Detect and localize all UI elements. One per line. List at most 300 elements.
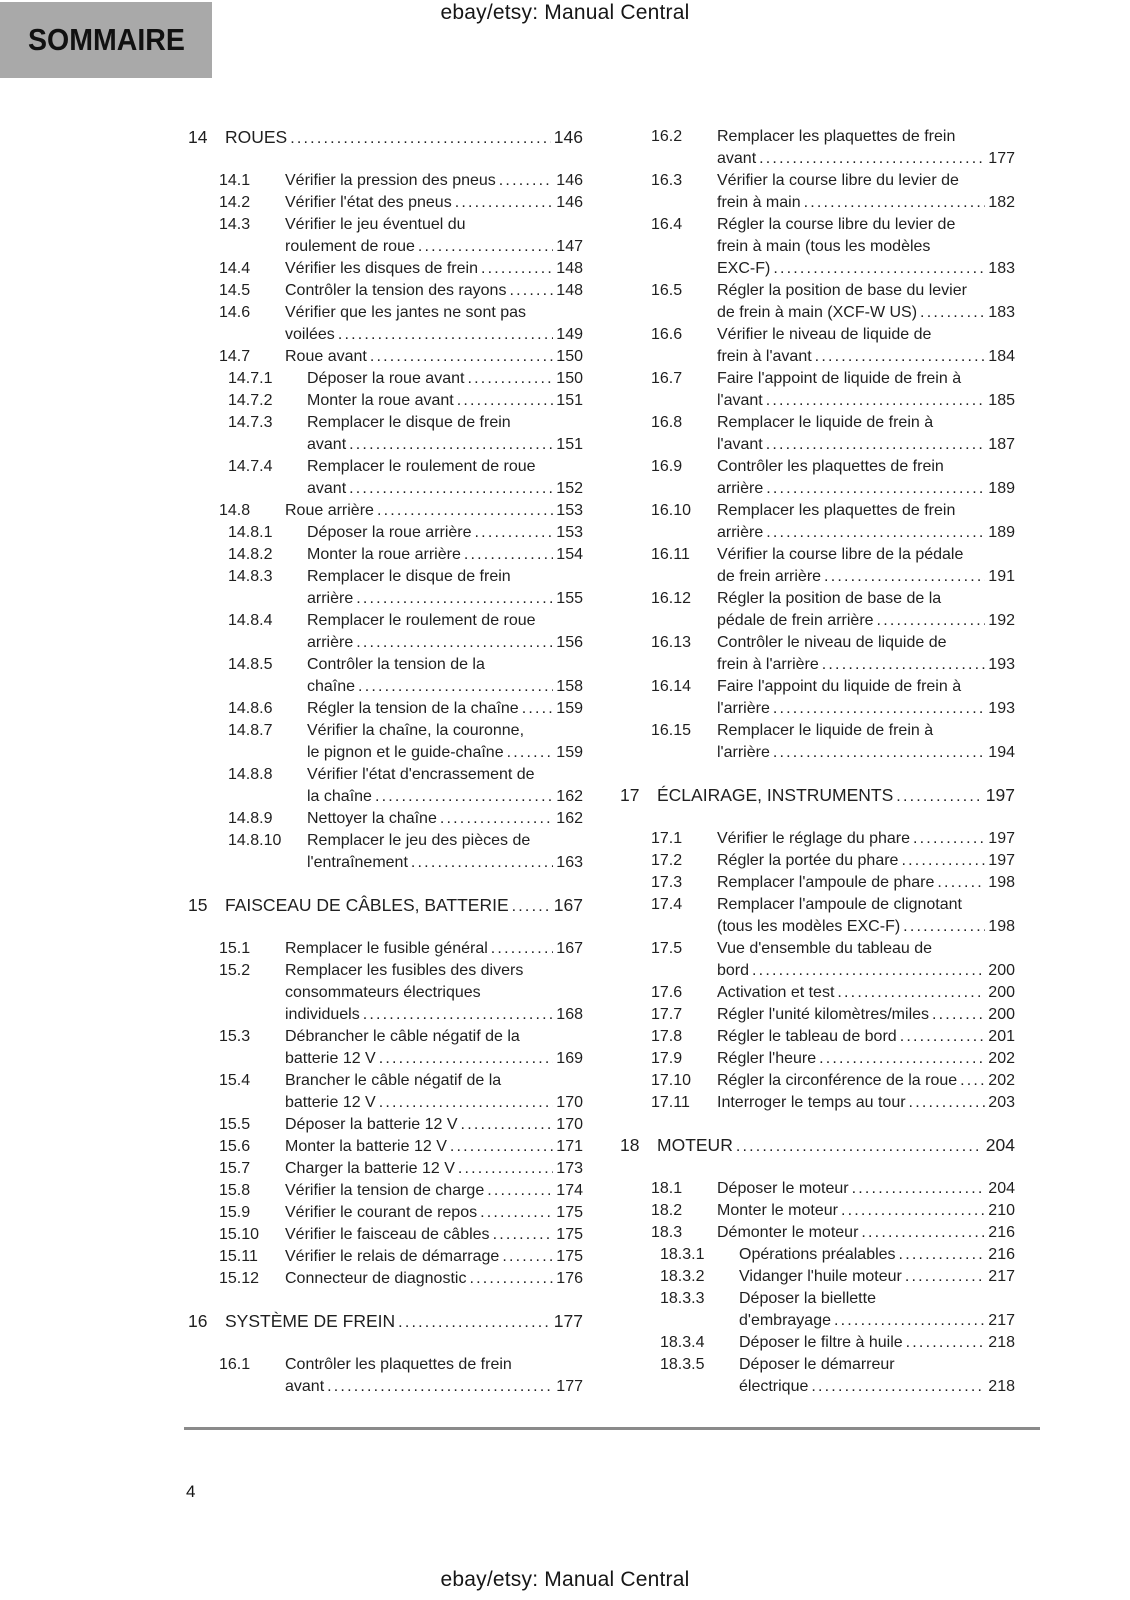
toc-entry-line <box>717 346 1015 368</box>
toc-page-number: 189 <box>988 480 1015 497</box>
toc-entry-number: 15 <box>188 895 208 915</box>
toc-entry-title-text: Faire l'appoint de liquide de frein à <box>717 370 962 387</box>
toc-leader-dots <box>752 960 985 982</box>
toc-leader-dots <box>461 1114 554 1136</box>
toc-entry <box>617 938 1015 982</box>
toc-page-number: 183 <box>988 304 1015 321</box>
toc-entry-number: 17.2 <box>651 852 683 869</box>
toc-entry-line <box>717 1070 1015 1092</box>
toc-entry-line <box>717 828 1015 850</box>
toc-entry-line <box>739 1244 1015 1266</box>
toc-entry-line <box>717 170 1015 192</box>
toc-entry-number: 17.3 <box>651 874 683 891</box>
toc-page-number: 184 <box>988 348 1015 365</box>
toc-entry-number: 15.10 <box>219 1226 260 1243</box>
toc-entry-title-text: avant <box>717 150 757 167</box>
toc-entry-title-text: voilées <box>285 326 335 343</box>
toc-entry-number: 15.5 <box>219 1116 251 1133</box>
toc-entry <box>185 258 583 280</box>
toc-entry <box>185 390 583 412</box>
toc-entry <box>185 1114 583 1136</box>
toc-page-number: 148 <box>556 260 583 277</box>
toc-entry <box>185 302 583 346</box>
toc-leader-dots <box>896 784 983 808</box>
toc-entry-number: 18.3.5 <box>660 1356 705 1373</box>
toc-entry-line <box>307 720 583 742</box>
toc-leader-dots <box>493 1224 554 1246</box>
toc-entry <box>185 654 583 698</box>
toc-entry <box>185 566 583 610</box>
toc-entry-number: 17.8 <box>651 1028 683 1045</box>
toc-entry-line <box>739 1310 1015 1332</box>
toc-leader-dots <box>467 368 553 390</box>
toc-entry <box>185 960 583 1026</box>
toc-entry-number: 16.4 <box>651 216 683 233</box>
toc-entry-line <box>307 566 583 588</box>
toc-entry-title-text: Activation et test <box>717 984 835 1001</box>
toc-page-number: 158 <box>556 678 583 695</box>
toc-leader-dots <box>499 170 554 192</box>
toc-entry-line <box>285 1070 583 1092</box>
toc-entry-title-text: SYSTÈME DE FREIN <box>225 1311 396 1331</box>
toc-entry-line <box>717 894 1015 916</box>
toc-entry-title-text: l'entraînement <box>307 854 408 871</box>
toc-entry-number: 14.8.4 <box>228 612 273 629</box>
toc-entry-title-text: arrière <box>307 634 354 651</box>
toc-entry-line <box>717 280 1015 302</box>
toc-entry-title-text: Monter le moteur <box>717 1202 838 1219</box>
toc-entry-title-text: l'avant <box>717 392 763 409</box>
toc-page-number: 216 <box>988 1224 1015 1241</box>
toc-entry <box>185 1354 583 1398</box>
toc-entry-line <box>307 698 583 720</box>
toc-entry-number: 14.8.5 <box>228 656 273 673</box>
toc-leader-dots <box>290 126 551 150</box>
toc-entry-line <box>739 1266 1015 1288</box>
toc-leader-dots <box>457 390 554 412</box>
toc-leader-dots <box>736 1134 983 1158</box>
toc-entry-number: 16.9 <box>651 458 683 475</box>
toc-entry-line <box>285 258 583 280</box>
toc-entry-line <box>717 566 1015 588</box>
toc-entry-number: 14.1 <box>219 172 251 189</box>
toc-entry-title-text: Contrôler le niveau de liquide de <box>717 634 947 651</box>
toc-entry-line <box>285 1158 583 1180</box>
toc-leader-dots <box>522 698 554 720</box>
toc-entry-line <box>717 368 1015 390</box>
toc-entry-number: 16.5 <box>651 282 683 299</box>
toc-page-number: 203 <box>988 1094 1015 1111</box>
toc-entry-title-text: Régler la portée du phare <box>717 852 899 869</box>
toc-entry <box>617 850 1015 872</box>
toc-entry-title-text: Vérifier le jeu éventuel du <box>285 216 466 233</box>
toc-entry-number: 14.8.8 <box>228 766 273 783</box>
toc-entry-line <box>739 1354 1015 1376</box>
toc-entry-line <box>307 390 583 412</box>
toc-entry <box>185 170 583 192</box>
toc-page-number: 170 <box>556 1094 583 1111</box>
toc-leader-dots <box>411 852 553 874</box>
toc-entry-line <box>717 478 1015 500</box>
toc-entry-line <box>739 1332 1015 1354</box>
toc-entry-number: 14.7.3 <box>228 414 273 431</box>
toc-entry-title-text: Vérifier la pression des pneus <box>285 172 496 189</box>
toc-entry-line <box>285 1224 583 1246</box>
toc-entry-title-text: électrique <box>739 1378 809 1395</box>
toc-leader-dots <box>960 1070 985 1092</box>
toc-leader-dots <box>356 632 553 654</box>
toc-entry-line <box>717 916 1015 938</box>
toc-entry-number: 17.1 <box>651 830 683 847</box>
toc-leader-dots <box>824 566 985 588</box>
toc-entry-number: 14.4 <box>219 260 251 277</box>
toc-entry-number: 18.3.2 <box>660 1268 705 1285</box>
toc-page-number: 173 <box>556 1160 583 1177</box>
toc-leader-dots <box>932 1004 985 1026</box>
toc-entry-title-text: avant <box>307 436 347 453</box>
toc-page-number: 217 <box>988 1312 1015 1329</box>
toc-entry-title-text: Vérifier le courant de repos <box>285 1204 478 1221</box>
toc-entry-line <box>285 1268 583 1290</box>
toc-entry-number: 14.8.6 <box>228 700 273 717</box>
toc-entry-number: 17.6 <box>651 984 683 1001</box>
toc-entry <box>185 830 583 874</box>
toc-page-number: 151 <box>556 392 583 409</box>
toc-entry-line <box>657 1134 1015 1158</box>
toc-entry <box>185 544 583 566</box>
toc-entry-title-text: Remplacer les fusibles des divers <box>285 962 524 979</box>
toc-entry <box>185 938 583 960</box>
toc-entry-title-text: Vidanger l'huile moteur <box>739 1268 902 1285</box>
toc-entry-number: 16.14 <box>651 678 692 695</box>
toc-entry-number: 16.7 <box>651 370 683 387</box>
toc-page-number: 168 <box>556 1006 583 1023</box>
toc-entry-line <box>717 324 1015 346</box>
toc-entry-line <box>307 786 583 808</box>
toc-leader-dots <box>852 1178 986 1200</box>
toc-leader-dots <box>458 1158 553 1180</box>
toc-entry <box>185 1224 583 1246</box>
toc-entry-number: 16.11 <box>651 546 690 563</box>
toc-entry-line <box>717 1004 1015 1026</box>
toc-entry-title-text: Remplacer le roulement de roue <box>307 458 536 475</box>
toc-page-number: 197 <box>988 852 1015 869</box>
toc-entry <box>185 1180 583 1202</box>
toc-entry-line <box>717 610 1015 632</box>
toc-entry-number: 15.4 <box>219 1072 251 1089</box>
toc-page-number: 175 <box>556 1204 583 1221</box>
toc-entry-number: 14.6 <box>219 304 251 321</box>
toc-entry-number: 14.7 <box>219 348 251 365</box>
toc-entry-line <box>717 654 1015 676</box>
toc-entry <box>617 1222 1015 1244</box>
toc-entry-title-text: consommateurs électriques <box>285 984 481 1001</box>
toc-entry-number: 14.8.1 <box>228 524 273 541</box>
toc-entry-title-text: Nettoyer la chaîne <box>307 810 437 827</box>
toc-page-number: 175 <box>556 1226 583 1243</box>
toc-entry-title-text: Remplacer le liquide de frein à <box>717 414 934 431</box>
toc-page-number: 170 <box>556 1116 583 1133</box>
toc-entry-title-text: d'embrayage <box>739 1312 831 1329</box>
toc-leader-dots <box>418 236 553 258</box>
toc-entry-line <box>307 610 583 632</box>
toc-entry <box>185 1026 583 1070</box>
toc-leader-dots <box>913 828 985 850</box>
toc-entry-title-text: frein à l'arrière <box>717 656 819 673</box>
toc-leader-dots <box>512 894 551 918</box>
toc-leader-dots <box>773 698 985 720</box>
toc-page-number: 204 <box>985 1135 1015 1155</box>
toc-entry-number: 14.8.9 <box>228 810 273 827</box>
toc-entry-line <box>285 500 583 522</box>
toc-entry-title-text: Régler le tableau de bord <box>717 1028 897 1045</box>
toc-entry-line <box>717 588 1015 610</box>
toc-entry-line <box>717 214 1015 236</box>
toc-leader-dots <box>491 938 554 960</box>
toc-page-number: 200 <box>988 984 1015 1001</box>
toc-entry-number: 14.5 <box>219 282 251 299</box>
toc-entry-line <box>717 148 1015 170</box>
toc-entry-title-text: Régler la position de base de la <box>717 590 942 607</box>
toc-page-number: 218 <box>988 1378 1015 1395</box>
toc-page-number: 149 <box>556 326 583 343</box>
toc-entry-title-text: Déposer le démarreur <box>739 1356 895 1373</box>
toc-entry-title-text: Vérifier la course libre de la pédale <box>717 546 964 563</box>
toc-entry-title-text: arrière <box>717 524 764 541</box>
toc-entry-line <box>285 236 583 258</box>
toc-entry-title-text: Vérifier le réglage du phare <box>717 830 911 847</box>
toc-entry-number: 16.2 <box>651 128 683 145</box>
toc-leader-dots <box>906 1332 986 1354</box>
toc-page-number: 183 <box>988 260 1015 277</box>
toc-entry-line <box>717 1048 1015 1070</box>
toc-page-number: 169 <box>556 1050 583 1067</box>
toc-entry-number: 14.8.2 <box>228 546 273 563</box>
toc-entry-line <box>307 522 583 544</box>
toc-entry-line <box>717 982 1015 1004</box>
toc-page-number: 154 <box>556 546 583 563</box>
toc-entry-line <box>717 850 1015 872</box>
toc-entry-number: 18.3.4 <box>660 1334 705 1351</box>
toc-entry-title-text: (tous les modèles EXC-F) <box>717 918 901 935</box>
toc-page-number: 187 <box>988 436 1015 453</box>
toc-entry <box>617 1092 1015 1114</box>
toc-column-right <box>617 126 1015 1398</box>
sommaire-heading-label: SOMMAIRE <box>28 22 185 57</box>
toc-entry-title-text: pédale de frein arrière <box>717 612 874 629</box>
toc-entry-line <box>225 894 583 918</box>
toc-entry-title-text: arrière <box>307 590 354 607</box>
toc-page-number: 175 <box>556 1248 583 1265</box>
toc-entry-line <box>717 500 1015 522</box>
toc-page-number: 191 <box>988 568 1015 585</box>
toc-page-number: 153 <box>556 502 583 519</box>
toc-entry-title-text: individuels <box>285 1006 360 1023</box>
toc-leader-dots <box>811 1376 985 1398</box>
toc-entry-line <box>225 1310 583 1334</box>
toc-entry <box>617 588 1015 632</box>
toc-leader-dots <box>370 346 553 368</box>
toc-entry <box>185 1158 583 1180</box>
toc-entry-line <box>717 1026 1015 1048</box>
toc-entry-title-text: Remplacer les plaquettes de frein <box>717 502 956 519</box>
toc-leader-dots <box>834 1310 985 1332</box>
toc-page-number: 204 <box>988 1180 1015 1197</box>
toc-entry-title-text: Opérations préalables <box>739 1246 896 1263</box>
toc-leader-dots <box>480 1202 553 1224</box>
toc-column-left <box>185 126 583 1398</box>
toc-entry-title-text: roulement de roue <box>285 238 415 255</box>
toc-leader-dots <box>349 478 553 500</box>
toc-entry-line <box>285 938 583 960</box>
toc-entry <box>185 214 583 258</box>
toc-leader-dots <box>804 192 986 214</box>
toc-page-number: 200 <box>988 962 1015 979</box>
toc-page-number: 218 <box>988 1334 1015 1351</box>
toc-leader-dots <box>905 1266 985 1288</box>
toc-entry-title-text: Déposer la biellette <box>739 1290 876 1307</box>
toc-entry-line <box>717 1092 1015 1114</box>
toc-leader-dots <box>909 1092 986 1114</box>
toc-entry-title-text: Régler la course libre du levier de <box>717 216 956 233</box>
toc-entry-title-text: Contrôler les plaquettes de frein <box>285 1356 512 1373</box>
toc-entry <box>185 456 583 500</box>
toc-entry-line <box>307 852 583 874</box>
toc-entry <box>185 1310 583 1334</box>
toc-entry-title-text: MOTEUR <box>657 1135 733 1155</box>
toc-entry <box>617 214 1015 280</box>
toc-entry-number: 16.13 <box>651 634 692 651</box>
toc-entry-number: 16.6 <box>651 326 683 343</box>
toc-entry-title-text: Roue avant <box>285 348 367 365</box>
toc-page-number: 152 <box>556 480 583 497</box>
toc-entry-line <box>285 214 583 236</box>
toc-entry-number: 14 <box>188 127 208 147</box>
toc-entry <box>185 720 583 764</box>
toc-entry-line <box>307 808 583 830</box>
toc-entry <box>617 676 1015 720</box>
toc-leader-dots <box>464 544 553 566</box>
footer-rule <box>184 1427 1040 1430</box>
toc-entry-number: 14.3 <box>219 216 251 233</box>
toc-entry <box>617 1332 1015 1354</box>
toc-leader-dots <box>507 742 554 764</box>
toc-entry <box>617 894 1015 938</box>
toc-entry-line <box>717 522 1015 544</box>
toc-entry-number: 15.11 <box>219 1248 258 1265</box>
toc-leader-dots <box>759 148 985 170</box>
toc-entry <box>185 412 583 456</box>
toc-entry-number: 14.8 <box>219 502 251 519</box>
toc-page-number: 162 <box>556 810 583 827</box>
toc-entry-title-text: Contrôler la tension des rayons <box>285 282 507 299</box>
toc-entry-title-text: Démonter le moteur <box>717 1224 859 1241</box>
toc-entry-line <box>717 742 1015 764</box>
toc-entry-number: 14.8.10 <box>228 832 282 849</box>
toc-entry <box>617 368 1015 412</box>
toc-entry-line <box>717 302 1015 324</box>
toc-entry-number: 17.10 <box>651 1072 692 1089</box>
toc-entry-line <box>285 280 583 302</box>
toc-entry-line <box>717 1178 1015 1200</box>
toc-entry-line <box>307 742 583 764</box>
toc-entry-line <box>307 434 583 456</box>
toc-entry-line <box>739 1376 1015 1398</box>
toc-page-number: 176 <box>556 1270 583 1287</box>
toc-entry-line <box>717 544 1015 566</box>
page-number: 4 <box>186 1482 196 1501</box>
toc-entry-title-text: Régler la position de base du levier <box>717 282 967 299</box>
toc-page-number: 201 <box>988 1028 1015 1045</box>
toc-entry <box>617 500 1015 544</box>
toc-entry-title-text: Régler l'unité kilomètres/miles <box>717 1006 930 1023</box>
toc-entry-title-text: Déposer le moteur <box>717 1180 849 1197</box>
toc-page-number: 148 <box>556 282 583 299</box>
toc-leader-dots <box>899 1244 986 1266</box>
toc-page-number: 146 <box>553 127 583 147</box>
toc-entry-line <box>717 872 1015 894</box>
toc-entry <box>617 982 1015 1004</box>
toc-page-number: 171 <box>556 1138 583 1155</box>
footer-doc-title: ebay/etsy: Manual Central <box>440 1568 690 1591</box>
toc-entry-title-text: de frein à main (XCF-W US) <box>717 304 918 321</box>
toc-entry-line <box>717 720 1015 742</box>
toc-entry-title-text: avant <box>307 480 347 497</box>
toc-entry-title-text: arrière <box>717 480 764 497</box>
toc-entry-title-text: Remplacer le jeu des pièces de <box>307 832 531 849</box>
toc-entry-title-text: batterie 12 V <box>285 1094 376 1111</box>
toc-leader-dots <box>937 872 985 894</box>
toc-entry <box>185 346 583 368</box>
toc-leader-dots <box>475 522 554 544</box>
toc-entry-title-text: Remplacer le disque de frein <box>307 414 511 431</box>
toc-entry-title-text: frein à main (tous les modèles <box>717 238 931 255</box>
toc-entry <box>617 632 1015 676</box>
toc-entry-line <box>285 1092 583 1114</box>
toc-entry-title-text: Remplacer l'ampoule de phare <box>717 874 935 891</box>
toc-entry-title-text: Faire l'appoint du liquide de frein à <box>717 678 962 695</box>
toc-page-number: 182 <box>988 194 1015 211</box>
toc-entry-number: 16.8 <box>651 414 683 431</box>
toc-entry <box>617 324 1015 368</box>
toc-entry <box>617 1266 1015 1288</box>
toc-leader-dots <box>356 588 553 610</box>
toc-entry-title-text: Vérifier le niveau de liquide de <box>717 326 932 343</box>
toc-entry-title-text: Connecteur de diagnostic <box>285 1270 467 1287</box>
toc-entry-title-text: Régler l'heure <box>717 1050 817 1067</box>
toc-entry <box>617 1244 1015 1266</box>
toc-entry-line <box>307 676 583 698</box>
toc-entry-line <box>307 654 583 676</box>
toc-entry-line <box>717 1200 1015 1222</box>
toc-page-number: 200 <box>988 1006 1015 1023</box>
toc-entry <box>185 192 583 214</box>
toc-entry-title-text: EXC-F) <box>717 260 771 277</box>
toc-entry-title-text: Régler la circonférence de la roue <box>717 1072 958 1089</box>
toc-entry-number: 16.15 <box>651 722 692 739</box>
toc-page-number: 159 <box>556 700 583 717</box>
toc-entry-title-text: l'avant <box>717 436 763 453</box>
toc-entry-line <box>717 676 1015 698</box>
toc-entry-title-text: Roue arrière <box>285 502 374 519</box>
toc-page-number: 197 <box>985 785 1015 805</box>
toc-entry-line <box>717 698 1015 720</box>
toc-page-number: 150 <box>556 348 583 365</box>
toc-entry-number: 18.1 <box>651 1180 683 1197</box>
toc-leader-dots <box>327 1376 553 1398</box>
toc-page-number: 151 <box>556 436 583 453</box>
toc-entry-number: 15.9 <box>219 1204 251 1221</box>
